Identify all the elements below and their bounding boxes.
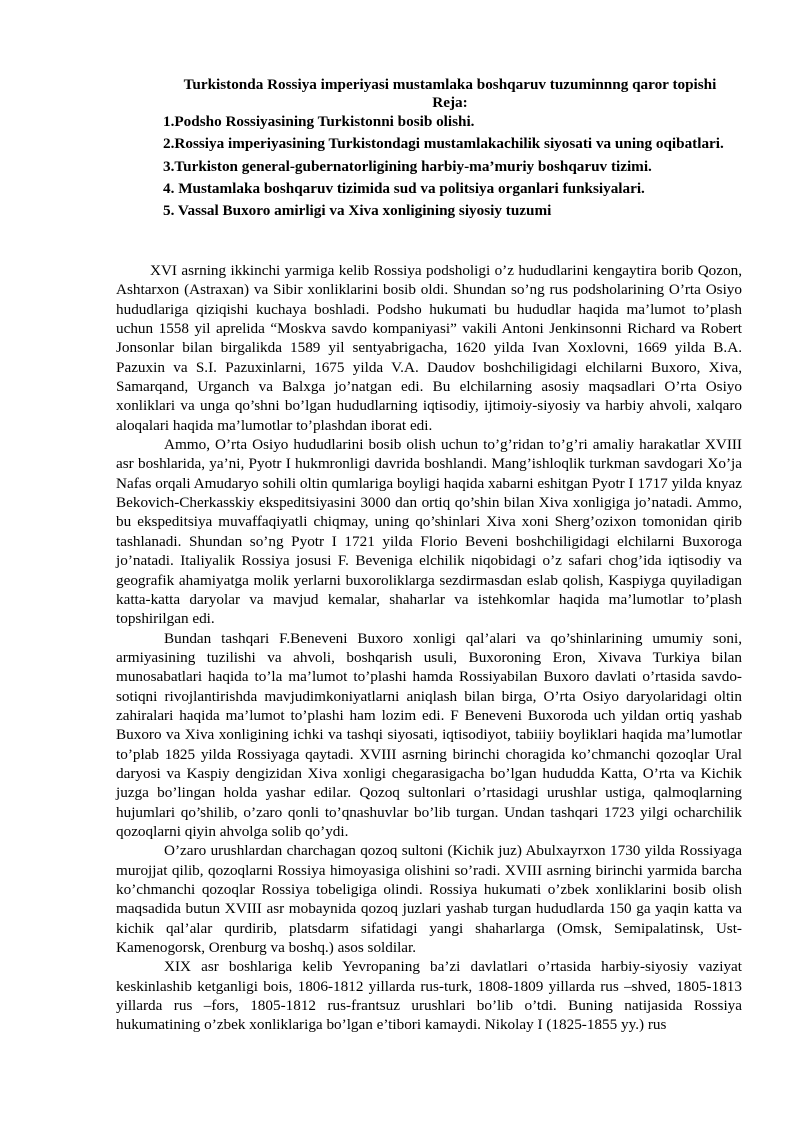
plan-list xyxy=(163,111,743,222)
plan-item: 4. Mustamlaka boshqaruv tizimida sud va politsiya organlari funksiyalari. xyxy=(163,179,645,197)
paragraph: XVI asrning ikkinchi yarmiga kelib Rossiya podsholigi o’z hududlarini kengaytira borib Qozon, Ashtarxon (Astraxan) va Sibir xonliklarini bosib oldi. Shundan so’ng rus podsholarining O’rta Osiyo hududlariga qiziqishi kuchaya boshladi. Podsho hukumati bu hududlar haqida ma’lumot to’plash uchun 1558 yil aprelida “Moskva savdo kompaniyasi” vakili Antoni Jenkinsonni Richard va Robert Jonsonlar bilan birgalikda 1589 yil sentyabrigacha, 1620 yilda Ivan Xoxlovni, 1669 yilda B.A. Pazuxin va S.I. Pazuxinlarni, 1675 yilda V.A. Daudov boshchiligidagi elchilarni Buxoro, Xiva, Samarqand, Urganch va Balxga jo’natgan edi. Bu elchilarning asosiy maqsadlari O’rta Osiyo xonliklari va unga qo’shni bo’lgan hududlarning iqtisodiy, ijtimoiy-siyosiy va harbiy ahvoli, xalqaro aloqalari haqida ma’lumotlar to’plashdan iborat edi. xyxy=(116,262,742,434)
paragraph: Ammo, O’rta Osiyo hududlarini bosib olish uchun to’g’ridan to’g’ri amaliy harakatlar XVIII asr boshlarida, ya’ni, Pyotr I hukmronligi davrida boshlandi. Mang’ishloqlik turkman savdogari Xo’ja Nafas orqali Amudaryo sohili oltin qumlariga boyligi haqida xabarni eshitgan Pyotr I 1717 yilda knyaz Bekovich-Cherkasskiy ekspeditsiyasini 3000 dan ortiq qo’shin bilan Xiva xonligiga jo’natadi. Ammo, bu ekspeditsiya muvaffaqiyatli chiqmay, uning qo’shinlari Xiva xoni Sherg’ozixon tomonidan qirib tashlanadi. Shundan so’ng Pyotr I 1721 yilda Florio Beveni boshchiligidagi elchilarni Buxoroga jo’natadi. Italiyalik Rossiya josusi F. Beveniga elchilik niqobidagi o’z safari chog’ida iqtisodiy va geografik ahamiyatga molik yerlarni buxoroliklarga sezdirmasdan eslab qolish, Kaspiyga quyiladigan katta-katta daryolar va mavjud kemalar, shaharlar va istehkomlar haqida ma’lumotlar to’plash topshirilgan edi. xyxy=(116,436,742,628)
plan-item: 2.Rossiya imperiyasining Turkistondagi mustamlakachilik siyosati va uning oqibatlari. xyxy=(163,135,724,153)
plan-item: 1.Podsho Rossiyasining Turkistonni bosib olishi. xyxy=(163,113,475,130)
body-text xyxy=(116,261,742,1035)
paragraph: O’zaro urushlardan charchagan qozoq sultoni (Kichik juz) Abulxayrxon 1730 yilda Rossiyaga murojjat qilib, qozoqlarni Rossiya himoyasiga olishini so’radi. XVIII asrning birinchi yarmida barcha ko’chmanchi qozoqlar Rossiya tobeligiga olindi. Rossiya hukumati o’zbek xonliklarini bosib olish maqsadida butun XVIII asr mobaynida qozoq juzlari yashab turgan hududlarda 150 ga yaqin katta va kichik qal’alar qurdirib, platsdarm sifatidagi yangi shaharlarga (Omsk, Semipalatinsk, Ust-Kamenogorsk, Orenburg va boshq.) asos soldilar. xyxy=(116,842,742,957)
document-title: Turkistonda Rossiya imperiyasi mustamlaka boshqaruv tuzuminnng qaror topishi xyxy=(183,76,717,93)
plan-item: 5. Vassal Buxoro amirligi va Xiva xonligining siyosiy tuzumi xyxy=(163,202,552,220)
plan-item: 3.Turkiston general-gubernatorligining harbiy-ma’muriy boshqaruv tizimi. xyxy=(163,157,652,175)
paragraph: XIX asr boshlariga kelib Yevropaning ba’zi davlatlari o’rtasida harbiy-siyosiy vaziyat keskinlashib ketganligi bois, 1806-1812 yillarda rus-turk, 1808-1809 yillarda rus –shved, 1805-1813 yillarda rus –fors, 1805-1812 rus-frantsuz urushlari bo’lib o’tdi. Buning natijasida Rossiya hukumatining o’zbek xonliklariga bo’lgan e’tibori kamaydi. Nikolay I (1825-1855 yy.) rus xyxy=(116,958,742,1034)
plan-heading: Reja: xyxy=(432,94,468,111)
paragraph: Bundan tashqari F.Beneveni Buxoro xonligi qal’alari va qo’shinlarining umumiy soni, armiyasining tuzilishi va ahvoli, boshqarish usuli, Buxoroning Eron, Xivava Turkiya bilan munosabatlari haqida to’la ma’lumot to’plashi hamda Rossiyabilan Buxoro davlati o’rtasida savdo-sotiqni rivojlantirishda mavjudimkoniyatlarni aniqlash bilan birga, O’rta Osiyo daryolaridagi oltin zahiralari haqida ma’lumot to’plashi ham lozim edi. F Beneveni Buxoroda uch yildan ortiq yashab Buxoro va Xiva xonligining ichki va tashqi siyosati, iqtisodiyot, tabiiiy boyliklari haqida ma’lumotlar to’plab 1825 yilda Rossiyaga qaytadi. XVIII asrning birinchi choragida ko’chmanchi qozoqlar Ural daryosi va Kaspiy dengizidan Xiva xonligi chegarasigacha bo’lgan hududda Katta, O’rta va Kichik juzga bo’lingan holda yashar edilar. Qozoq sultonlari o’rtasidagi urushlar ustiga, qalmoqlarning hujumlari qo’shilib, o’zaro qonli to’qnashuvlar bo’lib turgan. Undan tashqari 1723 yilgi ocharchilik qozoqlarni qiyin ahvolga solib qo’ydi. xyxy=(116,629,742,840)
